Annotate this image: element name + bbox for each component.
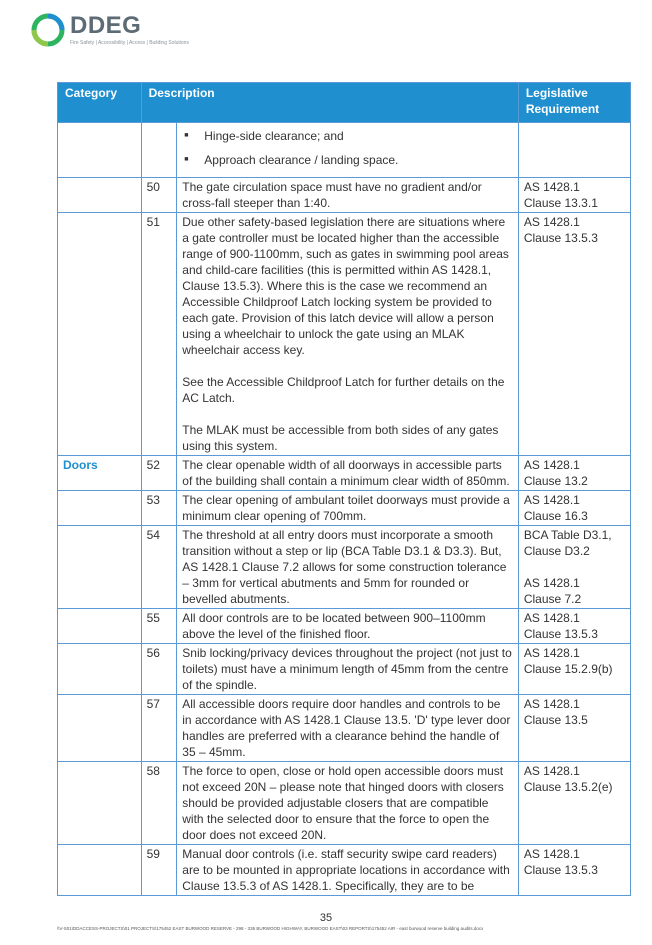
item-number: 55: [141, 609, 177, 644]
logo-tagline: Fire Safety | Accessibility | Access | Building Solutions: [70, 40, 189, 46]
requirement-cell: [518, 123, 630, 178]
item-number: 50: [141, 178, 177, 213]
description-cell: [177, 845, 519, 896]
table-row: [58, 178, 631, 213]
footer-file-path: \\V-S01\DDACCESS-PROJECTS\01 PROJECTS\175452 EAST BURWOOD RESERVE - 298 - 336 BURWOOD HIGHWAY, BURWOOD EAST\03 REPORTS\175452 AIR - east burwood reserve building audits.docx: [57, 926, 484, 931]
requirement-reference: AS 1428.1: [523, 215, 580, 229]
item-number: 58: [141, 762, 177, 845]
category-cell: [58, 213, 142, 456]
description-paragraph: The MLAK must be accessible from both sides of any gates using this system.: [182, 423, 499, 453]
requirement-cell: [518, 609, 630, 644]
description-cell: [177, 644, 519, 695]
requirement-reference: AS 1428.1: [523, 764, 580, 778]
requirement-reference: AS 1428.1: [523, 697, 580, 711]
description-cell: [177, 695, 519, 762]
description-cell: [177, 526, 519, 609]
item-number: 59: [141, 845, 177, 896]
requirement-cell: [518, 491, 630, 526]
category-cell: [58, 845, 142, 896]
table-row: [58, 609, 631, 644]
requirement-reference: Clause 13.5: [523, 713, 588, 727]
description-cell: [177, 178, 519, 213]
requirement-reference: Clause 13.5.3: [523, 863, 598, 877]
logo-ring-icon: [30, 12, 66, 48]
requirement-cell: [518, 178, 630, 213]
company-logo: [30, 12, 250, 52]
table-row: [58, 695, 631, 762]
table-row: [58, 644, 631, 695]
requirement-cell: [518, 213, 630, 456]
description-paragraph: See the Accessible Childproof Latch for further details on the AC Latch.: [182, 375, 505, 405]
description-cell: [177, 491, 519, 526]
description-paragraph: The clear opening of ambulant toilet doorways must provide a minimum clear opening of 700mm.: [182, 493, 510, 523]
category-cell: [58, 178, 142, 213]
requirement-reference: Clause 13.3.1: [523, 196, 598, 210]
table-header-row: [58, 83, 631, 123]
item-number: 53: [141, 491, 177, 526]
requirement-reference: AS 1428.1: [523, 458, 580, 472]
requirement-reference: Clause 13.5.2(e): [523, 780, 613, 794]
description-cell: [177, 609, 519, 644]
requirement-reference: AS 1428.1: [523, 180, 580, 194]
requirement-reference: BCA Table D3.1,: [523, 528, 612, 542]
requirement-cell: [518, 762, 630, 845]
header-requirement: Legislative Requirement: [518, 83, 630, 123]
category-cell: Doors: [58, 456, 142, 491]
bullet-list: [182, 128, 513, 168]
description-paragraph: Manual door controls (i.e. staff security swipe card readers) are to be mounted in appropriate locations in accordance with Clause 13.5.3 of AS 1428.1. Specifically, they are to be: [182, 847, 510, 893]
item-number: 52: [141, 456, 177, 491]
requirement-cell: [518, 644, 630, 695]
table-row: [58, 491, 631, 526]
requirement-reference: Clause 16.3: [523, 509, 588, 523]
description-cell: [177, 762, 519, 845]
description-paragraph: All accessible doors require door handles and controls to be in accordance with AS 1428.1 Clause 13.5. 'D' type lever door handles are preferred with a clearance behind the handle of 35 – 45mm.: [182, 697, 511, 759]
requirement-cell: [518, 695, 630, 762]
requirement-reference: AS 1428.1: [523, 611, 580, 625]
table-row: [58, 213, 631, 456]
description-paragraph: All door controls are to be located between 900–1100mm above the level of the finished floor.: [182, 611, 486, 641]
category-cell: [58, 526, 142, 609]
bullet-item: ■ Approach clearance / landing space.: [182, 152, 513, 168]
description-paragraph: The gate circulation space must have no gradient and/or cross-fall steeper than 1:40.: [182, 180, 482, 210]
requirement-reference: Clause 7.2: [523, 592, 582, 606]
description-paragraph: Snib locking/privacy devices throughout the project (not just to toilets) must have a minimum length of 45mm from the centre of the spindle.: [182, 646, 512, 692]
item-number: 51: [141, 213, 177, 456]
requirement-reference: Clause 13.5.3: [523, 231, 598, 245]
continuation-row: [58, 123, 631, 178]
page-number: 35: [319, 912, 333, 924]
item-number: 54: [141, 526, 177, 609]
header-category: Category: [58, 83, 142, 123]
requirements-table: [57, 82, 631, 896]
logo-wordmark: DDEG: [70, 12, 142, 39]
description-cell: [177, 123, 519, 178]
item-number: 56: [141, 644, 177, 695]
description-paragraph: Due other safety-based legislation there are situations where a gate controller must be located higher than the accessible range of 900-1100mm, such as gates in swimming pool areas and child-care facilities (this is permitted within AS 1428.1, Clause 13.5.3). Where this is the case we recommend an Accessible Childproof Latch locking system be provided to each gate. Provision of this latch device will allow a person using a wheelchair to unlock the gate using an MLAK wheelchair access key.: [182, 215, 509, 357]
requirement-reference: AS 1428.1: [523, 646, 580, 660]
category-cell: [58, 762, 142, 845]
table-row: [58, 762, 631, 845]
bullet-item: ■ Hinge-side clearance; and: [182, 128, 513, 144]
table-row: [58, 456, 631, 491]
requirement-reference: AS 1428.1: [523, 847, 580, 861]
category-cell: [58, 644, 142, 695]
description-cell: [177, 213, 519, 456]
requirement-cell: [518, 526, 630, 609]
requirement-cell: [518, 845, 630, 896]
requirement-cell: [518, 456, 630, 491]
category-cell: [58, 123, 142, 178]
table-row: [58, 845, 631, 896]
item-number: 57: [141, 695, 177, 762]
category-cell: [58, 491, 142, 526]
requirement-reference: Clause D3.2: [523, 544, 590, 558]
category-cell: [58, 609, 142, 644]
description-paragraph: The threshold at all entry doors must incorporate a smooth transition without a step or lip (BCA Table D3.1 & D3.3). But, AS 1428.1 Clause 7.2 allows for some construction tolerance – 3mm for vertical abutments and 5mm for rounded or bevelled abutments.: [182, 528, 507, 606]
header-description: Description: [141, 83, 518, 123]
requirement-reference: Clause 13.2: [523, 474, 588, 488]
number-cell: [141, 123, 177, 178]
table-row: [58, 526, 631, 609]
requirement-reference: AS 1428.1: [523, 576, 580, 590]
description-cell: [177, 456, 519, 491]
description-paragraph: The clear openable width of all doorways in accessible parts of the building shall contain a minimum clear width of 850mm.: [182, 458, 510, 488]
requirement-reference: Clause 13.5.3: [523, 627, 598, 641]
description-paragraph: The force to open, close or hold open accessible doors must not exceed 20N – please note that hinged doors with closers should be provided adjustable closers that are compatible with the selected door to ensure that the force to open the door does not exceed 20N.: [182, 764, 504, 842]
requirement-reference: AS 1428.1: [523, 493, 580, 507]
category-cell: [58, 695, 142, 762]
requirement-reference: Clause 15.2.9(b): [523, 662, 613, 676]
